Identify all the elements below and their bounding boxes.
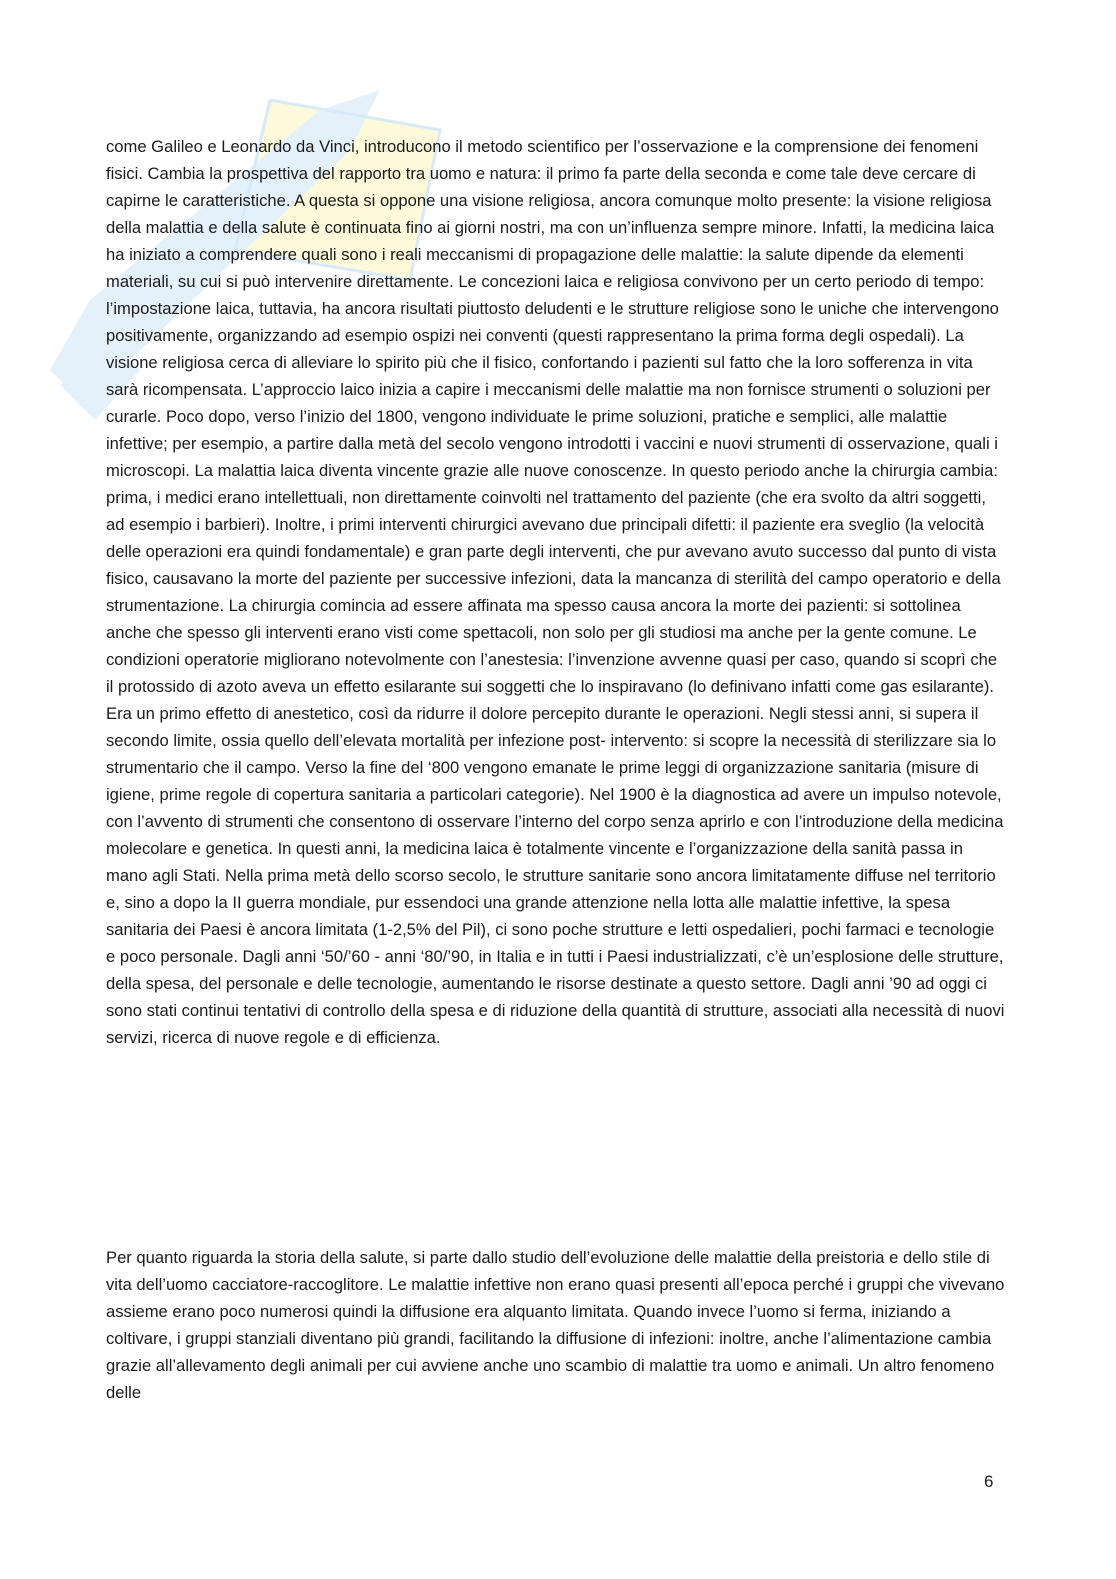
page-number: 6 (984, 1472, 994, 1491)
paragraph-history-of-medicine: come Galileo e Leonardo da Vinci, introducono il metodo scientifico per l’osservazione e la comprensione dei fenomeni fisici. Cambia la prospettiva del rapporto tra uomo e natura: il primo fa parte della seconda e come tale deve cercare di capirne le caratteristiche. A questa si oppone una visione religiosa, ancora comunque molto presente: la visione religiosa della malattia e della salute è continuata fino ai giorni nostri, ma con un’influenza sempre minore. Infatti, la medicina laica ha iniziato a comprendere quali sono i reali meccanismi di propagazione delle malattie: la salute dipende da elementi materiali, su cui si può intervenire direttamente. Le concezioni laica e religiosa convivono per un certo periodo di tempo: l’impostazione laica, tuttavia, ha ancora risultati piuttosto deludenti e le strutture religiose sono le uniche che intervengono positivamente, organizzando ad esempio ospizi nei conventi (questi rappresentano la prima forma degli ospedali). La visione religiosa cerca di alleviare lo spirito più che il fisico, confortando i pazienti sul fatto che la loro sofferenza in vita sarà ricompensata. L’approccio laico inizia a capire i meccanismi delle malattie ma non fornisce strumenti o soluzioni per curarle. Poco dopo, verso l’inizio del 1800, vengono individuate le prime soluzioni, pratiche e semplici, alle malattie infettive; per esempio, a partire dalla metà del secolo vengono introdotti i vaccini e nuovi strumenti di osservazione, quali i microscopi. La malattia laica diventa vincente grazie alle nuove conoscenze. In questo periodo anche la chirurgia cambia: prima, i medici erano intellettuali, non direttamente coinvolti nel trattamento del paziente (che era svolto da altri soggetti, ad esempio i barbieri). Inoltre, i primi interventi chirurgici avevano due principali difetti: il paziente era sveglio (la velocità delle operazioni era quindi fondamentale) e gran parte degli interventi, che pur avevano avuto successo dal punto di vista fisico, causavano la morte del paziente per successive infezioni, data la mancanza di sterilità del campo operatorio e della strumentazione. La chirurgia comincia ad essere affinata ma spesso causa ancora la morte dei pazienti: si sottolinea anche che spesso gli interventi erano visti come spettacoli, non solo per gli studiosi ma anche per la gente comune. Le condizioni operatorie migliorano notevolmente con l’anestesia: l’invenzione avvenne quasi per caso, quando si scoprì che il protossido di azoto aveva un effetto esilarante sui soggetti che lo inspiravano (lo definivano infatti come gas esilarante). Era un primo effetto di anestetico, così da ridurre il dolore percepito durante le operazioni. Negli stessi anni, si supera il secondo limite, ossia quello dell’elevata mortalità per infezione post- intervento: si scopre la necessità di sterilizzare sia lo strumentario che il campo. Verso la fine del ‘800 vengono emanate le prime leggi di organizzazione sanitaria (misure di igiene, prime regole di copertura sanitaria a particolari categorie). Nel 1900 è la diagnostica ad avere un impulso notevole, con l’avvento di strumenti che consentono di osservare l’interno del corpo senza aprirlo e con l’introduzione della medicina molecolare e genetica. In questi anni, la medicina laica è totalmente vincente e l’organizzazione della sanità passa in mano agli Stati. Nella prima metà dello scorso secolo, le strutture sanitarie sono ancora limitatamente diffuse nel territorio e, sino a dopo la II guerra mondiale, pur essendoci una grande attenzione nella lotta alle malattie infettive, la spesa sanitaria dei Paesi è ancora limitata (1-2,5% del Pil), ci sono poche strutture e letti ospedalieri, pochi farmaci e tecnologie e poco personale. Dagli anni ‘50/’60 - anni ‘80/’90, in Italia e in tutti i Paesi industrializzati, c’è un’esplosione delle strutture, della spesa, del personale e delle tecnologie, aumentando le risorse destinate a questo settore. Dagli anni ’90 ad oggi ci sono stati continui tentativi di controllo della spesa e di riduzione della quantità di strutture, associati alla necessità di nuovi servizi, ricerca di nuove regole e di efficienza. (106, 137, 1005, 1047)
paragraph-history-of-health: Per quanto riguarda la storia della salute, si parte dallo studio dell’evoluzione delle malattie della preistoria e dello stile di vita dell’uomo cacciatore-raccoglitore. Le malattie infettive non erano quasi presenti all’epoca perché i gruppi che vivevano assieme erano poco numerosi quindi la diffusione era alquanto limitata. Quando invece l’uomo si ferma, iniziando a coltivare, i gruppi stanziali diventano più grandi, facilitando la diffusione di infezioni: inoltre, anche l’alimentazione cambia grazie all’allevamento degli animali per cui avviene anche uno scambio di malattie tra uomo e animali. Un altro fenomeno delle (106, 1248, 1005, 1402)
